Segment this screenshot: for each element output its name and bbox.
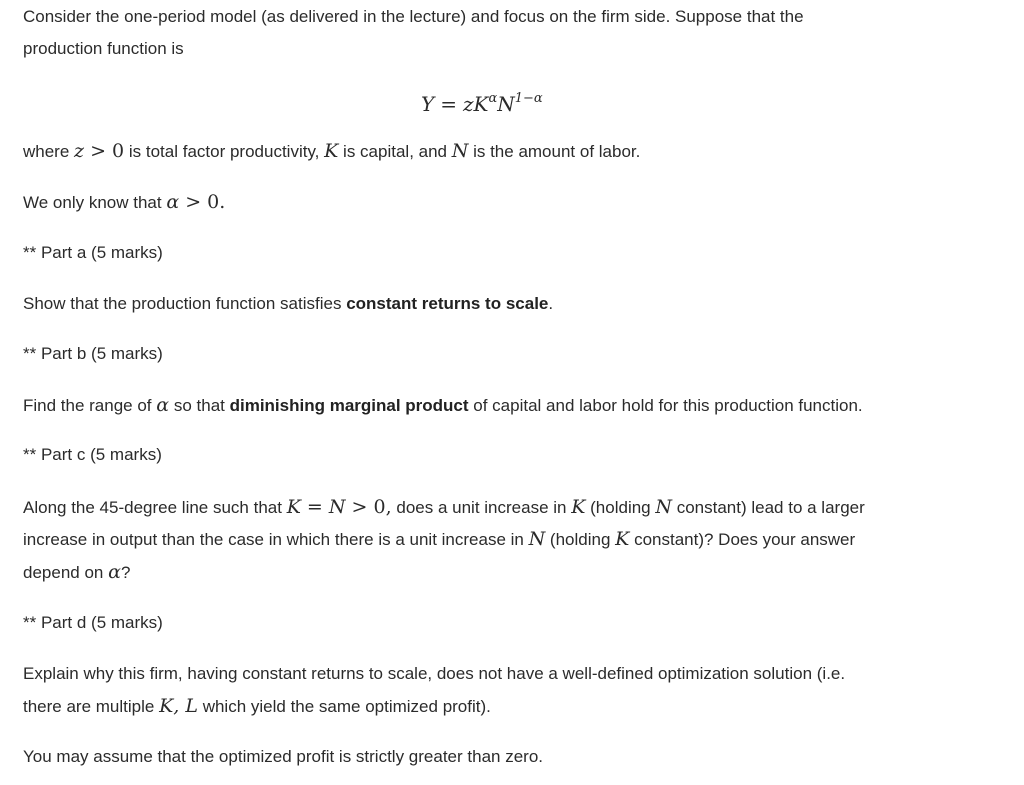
part-d-l2-text-1: there are multiple (23, 697, 160, 716)
where-text-2: is total factor productivity, (124, 142, 325, 161)
formula-capital-exponent: α (488, 91, 498, 106)
part-c-l1-text-1: Along the 45-degree line such that (23, 498, 287, 517)
part-c-question-line-2 (23, 528, 855, 551)
part-c-l1-math-k: K (286, 496, 301, 518)
known-math-zero: 0. (207, 191, 226, 213)
part-c-l1-math-k2: K (571, 496, 586, 518)
part-c-l1-text-4: constant) lead to a larger (671, 498, 865, 517)
part-a-text-2: . (548, 294, 554, 313)
part-a-text-1: Show that the production function satisfies (23, 294, 347, 313)
part-b-text-3: of capital and labor hold for this production function. (468, 396, 863, 415)
part-a-question (23, 293, 553, 315)
part-c-l2-text-1: increase in output than the case in which there is a unit increase in (23, 530, 529, 549)
part-d-question-line-2 (23, 695, 491, 718)
formula-output: Y (421, 92, 435, 116)
part-d-question-line-1: Explain why this firm, having constant returns to scale, does not have a well-defined optimization solution (i.e. (23, 664, 846, 683)
where-text-3: is capital, and (338, 142, 452, 161)
part-c-question-line-1 (23, 496, 865, 519)
known-math-alpha: α (166, 191, 180, 213)
part-c-l2-text-2: (holding (545, 530, 616, 549)
part-c-l2-math-n: N (528, 528, 546, 550)
where-math-n: N (451, 140, 469, 162)
part-b-bold: diminishing marginal product (229, 396, 469, 415)
where-text-4: is the amount of labor. (468, 142, 641, 161)
intro-line-2: production function is (23, 39, 184, 58)
formula-labor: N (497, 92, 515, 116)
part-c-l3-text-2: ? (120, 563, 131, 582)
part-d-note: You may assume that the optimized profit is strictly greater than zero. (23, 747, 544, 766)
part-c-heading: ** Part c (5 marks) (23, 445, 162, 464)
where-math-zero: 0 (112, 140, 125, 162)
part-c-l2-math-k: K (615, 528, 630, 550)
part-b-math-alpha: α (156, 394, 170, 416)
part-c-l3-math-alpha: α (108, 561, 121, 583)
intro-line-1: Consider the one-period model (as delivered in the lecture) and focus on the firm side. Suppose that the (23, 7, 804, 26)
part-c-l2-text-3: constant)? Does your answer (629, 530, 856, 549)
where-text-1: where (23, 142, 75, 161)
part-d-l2-math-kl: K, L (159, 695, 198, 717)
part-c-l1-math-n2: N (655, 496, 672, 518)
known-math-gt: > (179, 191, 208, 213)
part-b-question (23, 394, 863, 417)
part-d-heading: ** Part d (5 marks) (23, 613, 163, 632)
part-a-heading: ** Part a (5 marks) (23, 243, 163, 262)
where-math-k: K (324, 140, 339, 162)
part-b-text-2: so that (169, 396, 230, 415)
part-c-l3-text-1: depend on (23, 563, 109, 582)
part-c-question-line-3 (23, 561, 130, 584)
formula-labor-exponent: 1−α (514, 91, 543, 106)
part-d-l2-text-2: which yield the same optimized profit). (197, 697, 491, 716)
part-b-heading: ** Part b (5 marks) (23, 344, 163, 363)
part-c-l1-text-2: does a unit increase in (391, 498, 572, 517)
part-c-l1-math-zero: 0, (373, 496, 392, 518)
variable-definitions (23, 140, 640, 163)
part-c-l1-text-3: (holding (585, 498, 656, 517)
part-b-text-1: Find the range of (23, 396, 157, 415)
alpha-assumption (23, 191, 225, 214)
known-text: We only know that (23, 193, 167, 212)
formula-tfp: z (462, 92, 474, 116)
production-function-formula (421, 86, 543, 117)
where-math-gt: > (84, 140, 113, 162)
formula-capital: K (473, 92, 489, 116)
where-math-z: z (74, 140, 85, 162)
part-c-l1-math-eq: = (300, 496, 329, 518)
part-c-l1-math-gt: > (345, 496, 374, 518)
part-a-bold: constant returns to scale (346, 294, 549, 313)
part-c-l1-math-n: N (328, 496, 346, 518)
formula-equals: = (440, 92, 457, 116)
